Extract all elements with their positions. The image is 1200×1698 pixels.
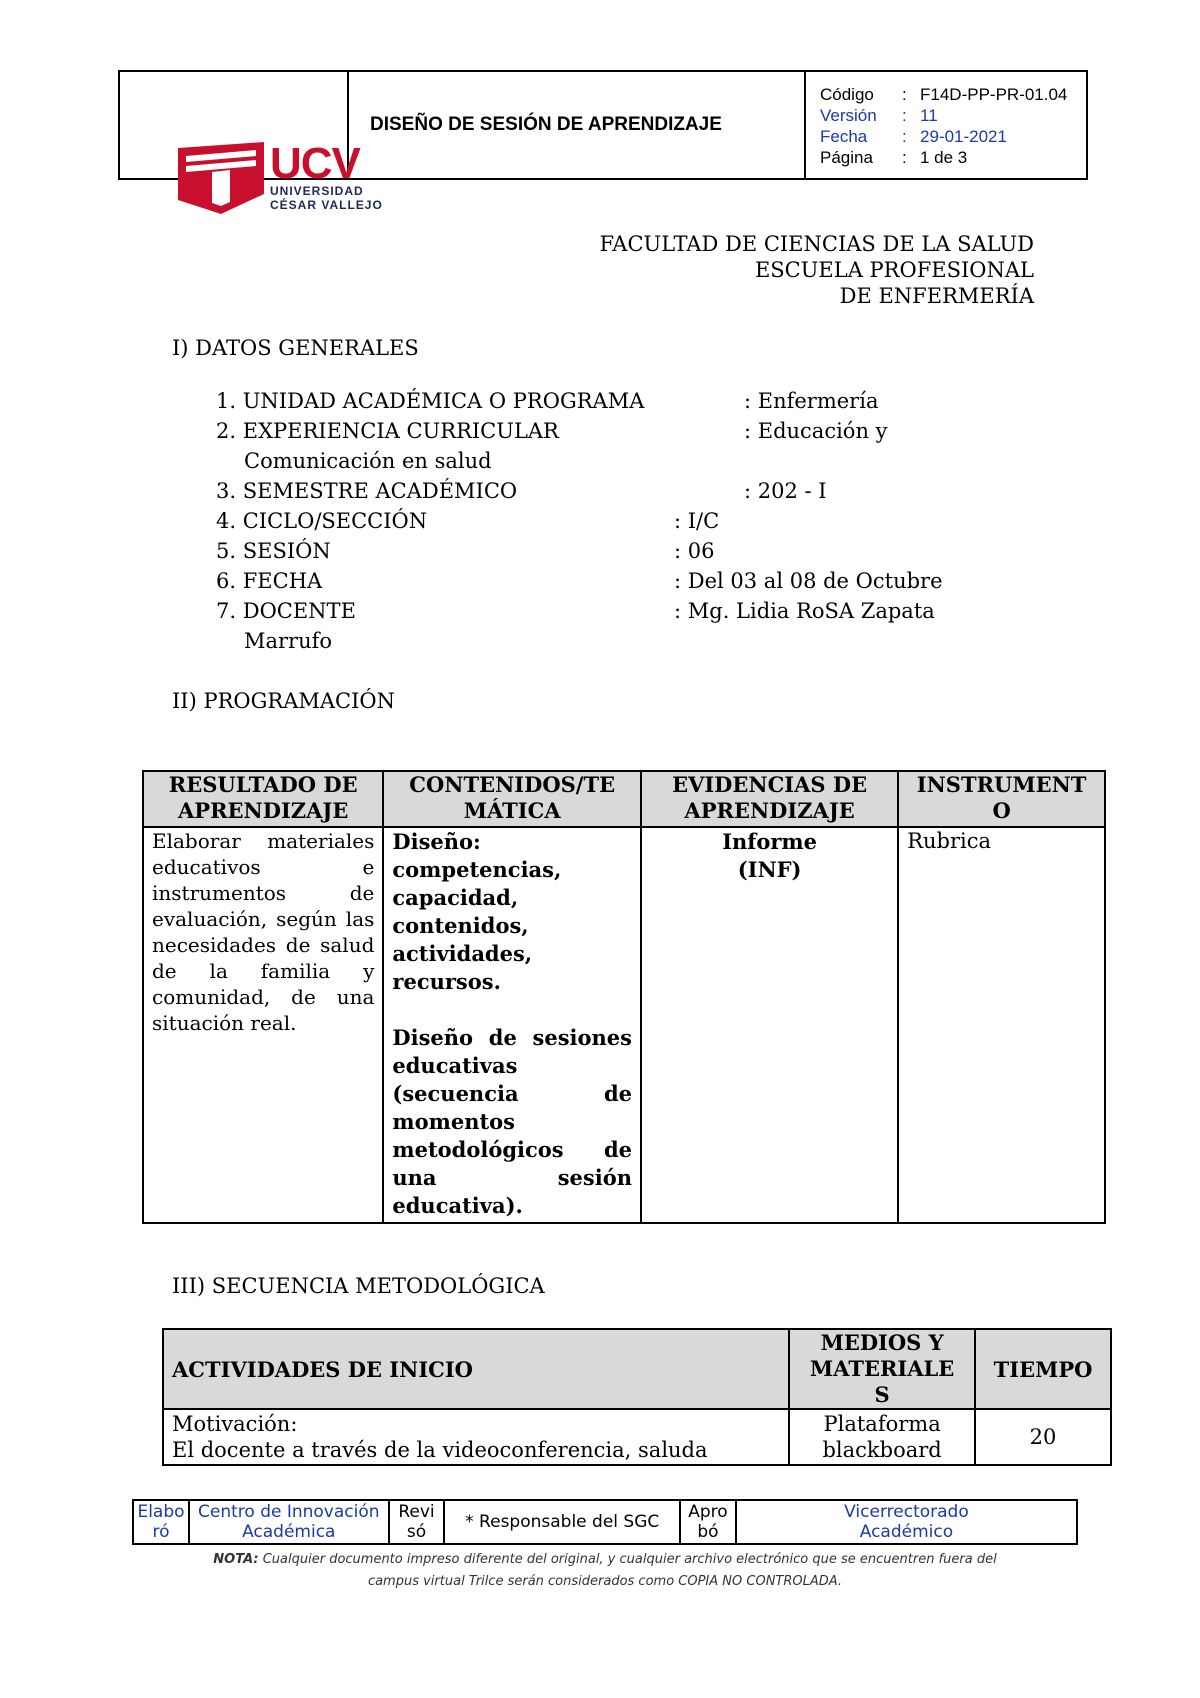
- cell-resultado: Elaborar materiales educativos e instrumentos de evaluación, según las necesidades de salud de la familia y comunidad, de una situación real.: [143, 827, 383, 1223]
- item-value: : 202 - I: [744, 479, 827, 503]
- list-item: [216, 599, 356, 623]
- meta-separator: :: [902, 85, 907, 104]
- evidencia-line-1: Informe: [722, 829, 817, 854]
- header-medios: MEDIOS Y MATERIALE S: [789, 1329, 975, 1409]
- list-item: [216, 419, 559, 443]
- header-tiempo: TIEMPO: [975, 1329, 1111, 1409]
- nota-line-1: [130, 1552, 1080, 1567]
- section-datos-generales-title: I) DATOS GENERALES: [172, 336, 419, 360]
- item-number: 3.: [216, 479, 237, 503]
- item-label: UNIDAD ACADÉMICA O PROGRAMA: [242, 389, 645, 413]
- table-header-row: [163, 1329, 1111, 1409]
- logo-word: [270, 139, 360, 188]
- logo-line2: CÉSAR VALLEJO: [270, 198, 383, 212]
- reviso-value: * Responsable del SGC: [444, 1500, 679, 1544]
- elaboro-value: Centro de Innovación Académica: [189, 1500, 389, 1544]
- item-label: SEMESTRE ACADÉMICO: [242, 479, 518, 503]
- faculty-line1: FACULTAD DE CIENCIAS DE LA SALUD: [599, 232, 1034, 256]
- item-value-continuation: Marrufo: [244, 629, 333, 653]
- meta-value: 29-01-2021: [920, 127, 1007, 146]
- item-value: : Enfermería: [744, 389, 879, 413]
- item-number: 6.: [216, 569, 237, 593]
- list-item: [216, 569, 322, 593]
- meta-separator: :: [902, 148, 907, 167]
- meta-key: Fecha: [820, 127, 868, 146]
- cell-evidencias: [641, 827, 898, 1223]
- meta-value: 11: [920, 106, 938, 125]
- cell-actividad: [163, 1409, 789, 1465]
- aprobo-label: Apro bó: [680, 1500, 736, 1544]
- elaboro-label: Elabo ró: [133, 1500, 189, 1544]
- ucv-emblem-icon: [178, 142, 264, 214]
- section-programacion-title: II) PROGRAMACIÓN: [172, 689, 395, 713]
- item-number: 7.: [216, 599, 237, 623]
- item-value: : Del 03 al 08 de Octubre: [674, 569, 943, 593]
- meta-separator: :: [902, 106, 907, 125]
- header-contenidos: CONTENIDOS/TE MÁTICA: [383, 771, 641, 827]
- actividad-line-2: El docente a través de la videoconferencia, saluda: [172, 1438, 708, 1462]
- logo-line1: UNIVERSIDAD: [270, 184, 364, 198]
- header-actividades: ACTIVIDADES DE INICIO: [163, 1329, 789, 1409]
- item-number: 2.: [216, 419, 237, 443]
- item-value: : Mg. Lidia RoSA Zapata: [674, 599, 935, 623]
- table-row: [163, 1409, 1111, 1465]
- list-item: [216, 509, 427, 533]
- item-value: : 06: [674, 539, 715, 563]
- header-instrumento: INSTRUMENT O: [898, 771, 1105, 827]
- item-label: SESIÓN: [242, 539, 331, 563]
- medios-line-2: blackboard: [822, 1438, 942, 1462]
- item-number: 5.: [216, 539, 237, 563]
- programacion-table: [142, 770, 1106, 1224]
- item-value: : Educación y: [744, 419, 888, 443]
- approval-footer: [132, 1499, 1078, 1545]
- cell-tiempo: 20: [975, 1409, 1111, 1465]
- aprobo-value: Vicerrectorado Académico: [736, 1500, 1077, 1544]
- meta-key: Versión: [820, 106, 877, 125]
- meta-key: Página: [820, 148, 873, 167]
- meta-separator: :: [902, 127, 907, 146]
- item-number: 1.: [216, 389, 237, 413]
- meta-value: F14D-PP-PR-01.04: [920, 85, 1068, 104]
- faculty-line2: ESCUELA PROFESIONAL: [754, 258, 1034, 282]
- approval-row: [133, 1500, 1077, 1544]
- meta-key: Código: [820, 85, 874, 104]
- cell-contenidos: [383, 827, 641, 1223]
- item-label: CICLO/SECCIÓN: [242, 509, 428, 533]
- document-meta: [804, 72, 1088, 178]
- table-row: [143, 827, 1105, 1223]
- contenidos-paragraph-2: Diseño de sesiones educativas (secuencia de momentos metodológicos de una sesión educativa).: [392, 1025, 632, 1218]
- reviso-label: Revi só: [389, 1500, 445, 1544]
- item-label: DOCENTE: [242, 599, 356, 623]
- nota-text: Cualquier documento impreso diferente del original, y cualquier archivo electrónico que se encuentren fuera del: [262, 1552, 997, 1567]
- header-evidencias: EVIDENCIAS DE APRENDIZAJE: [641, 771, 898, 827]
- item-label: FECHA: [242, 569, 323, 593]
- meta-value: 1 de 3: [920, 148, 968, 167]
- medios-line-1: Plataforma: [823, 1412, 941, 1436]
- actividad-line-1: Motivación:: [172, 1412, 298, 1436]
- cell-medios: [789, 1409, 975, 1465]
- contenidos-paragraph-1: Diseño: competencias, capacidad, contenidos, actividades, recursos.: [392, 829, 562, 994]
- list-item: [216, 389, 644, 413]
- item-number: 4.: [216, 509, 237, 533]
- item-label: EXPERIENCIA CURRICULAR: [242, 419, 559, 443]
- ucv-logo: [178, 139, 398, 222]
- list-item: [216, 479, 517, 503]
- nota-line-2: campus virtual Trilce serán considerados como COPIA NO CONTROLADA.: [367, 1574, 843, 1589]
- header-resultado: RESULTADO DE APRENDIZAJE: [143, 771, 383, 827]
- nota-label: NOTA:: [213, 1552, 259, 1567]
- section-secuencia-title: III) SECUENCIA METODOLÓGICA: [172, 1274, 545, 1298]
- logo-letters: UCV: [270, 139, 360, 188]
- table-header-row: [143, 771, 1105, 827]
- item-value: : I/C: [674, 509, 720, 533]
- list-item: [216, 539, 331, 563]
- document-title: DISEÑO DE SESIÓN DE APRENDIZAJE: [370, 114, 722, 135]
- faculty-line3: DE ENFERMERÍA: [839, 284, 1034, 308]
- cell-instrumento: Rubrica: [898, 827, 1105, 1223]
- secuencia-table: [162, 1328, 1112, 1466]
- evidencia-line-2: (INF): [737, 857, 802, 882]
- item-value-continuation: Comunicación en salud: [244, 449, 492, 473]
